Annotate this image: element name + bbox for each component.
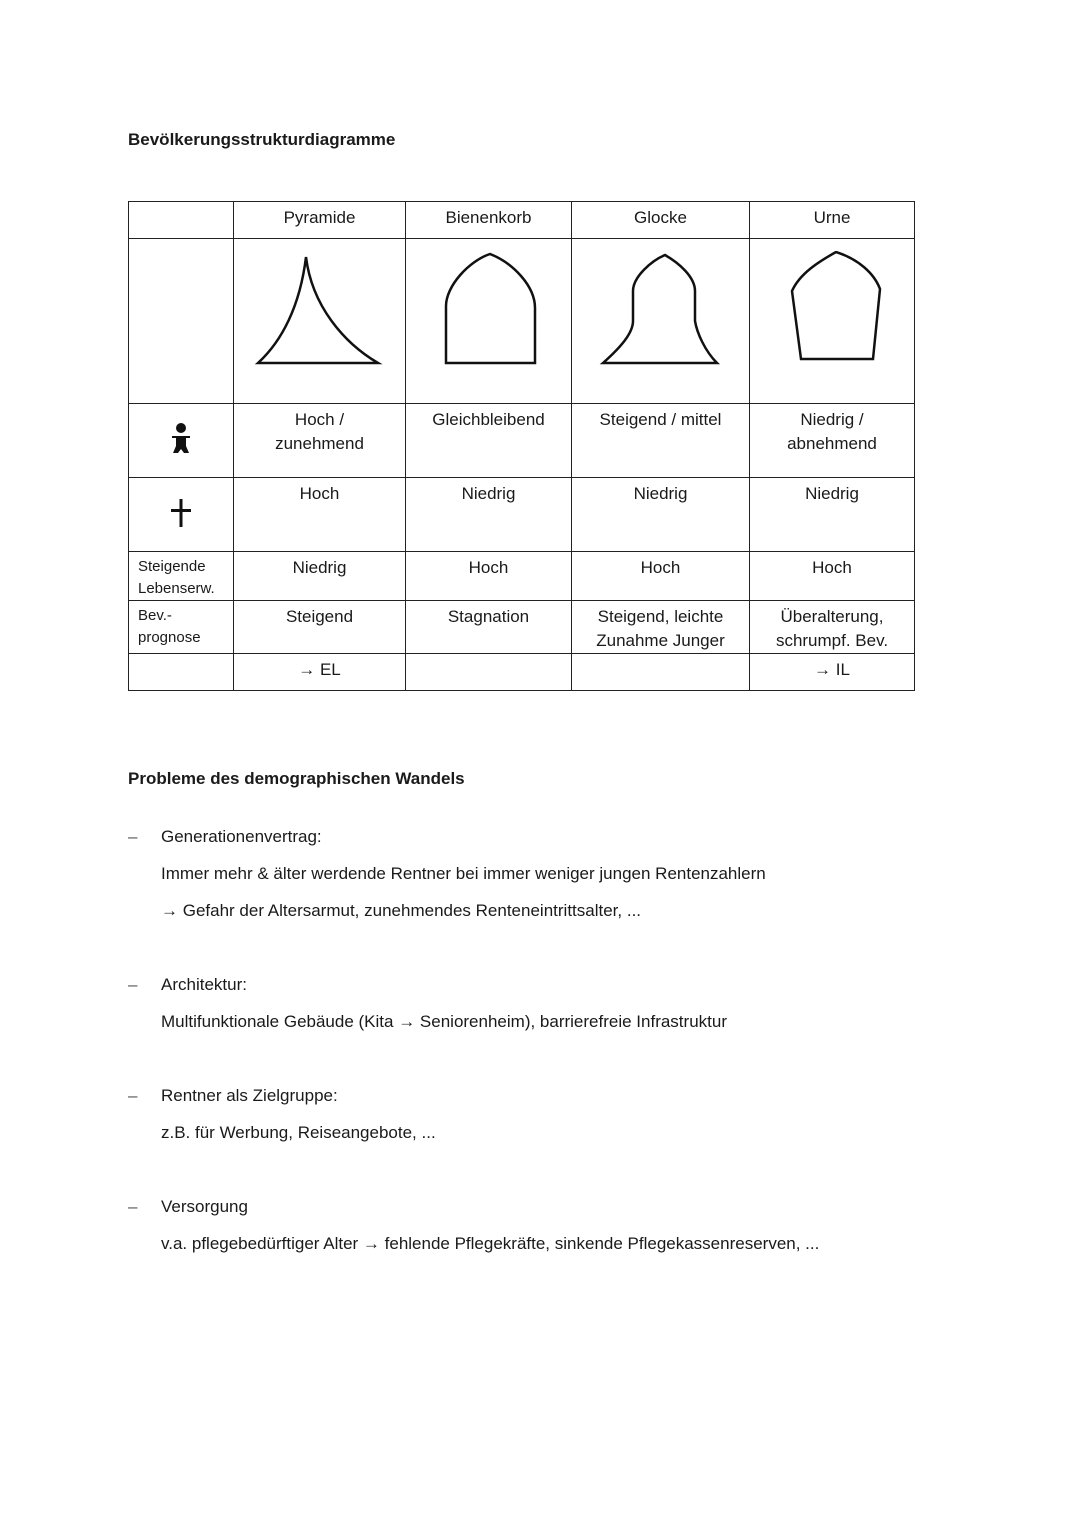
problem-title: Versorgung xyxy=(161,1197,248,1216)
population-structure-table xyxy=(128,201,915,691)
beehive-shape-icon xyxy=(409,251,569,391)
country-class-urne: → IL xyxy=(750,654,915,691)
death-rate-bienenkorb: Niedrig xyxy=(406,478,572,552)
problem-line: Multifunktionale Gebäude (Kita → Seniorenheim), barrierefreie Infrastruktur xyxy=(161,1012,727,1031)
header-cell-glocke: Glocke xyxy=(572,202,750,239)
country-class-label xyxy=(129,654,234,691)
pyramid-shape-icon xyxy=(240,251,400,391)
baby-icon xyxy=(168,422,194,456)
header-cell-urne: Urne xyxy=(750,202,915,239)
problem-line: z.B. für Werbung, Reiseangebote, ... xyxy=(161,1123,436,1142)
table-row-death-rate xyxy=(129,478,915,552)
problem-title: Architektur: xyxy=(161,975,247,994)
header-cell-empty xyxy=(129,202,234,239)
country-class-bienenkorb xyxy=(406,654,572,691)
birth-rate-pyramide: Hoch / zunehmend xyxy=(234,404,406,478)
birth-rate-urne: Niedrig / abnehmend xyxy=(750,404,915,478)
pyramid-shape-cell xyxy=(234,239,406,404)
problem-title: Rentner als Zielgruppe: xyxy=(161,1086,338,1105)
birth-rate-label-cell xyxy=(129,404,234,478)
header-cell-pyramide: Pyramide xyxy=(234,202,406,239)
bell-shape-icon xyxy=(581,251,741,391)
urn-shape-icon xyxy=(752,251,912,391)
death-rate-label-cell xyxy=(129,478,234,552)
header-cell-bienenkorb: Bienenkorb xyxy=(406,202,572,239)
life-expectancy-pyramide: Niedrig xyxy=(234,552,406,601)
death-rate-glocke: Niedrig xyxy=(572,478,750,552)
life-expectancy-urne: Hoch xyxy=(750,552,915,601)
prognosis-glocke: Steigend, leichte Zunahme Junger xyxy=(572,601,750,654)
prognosis-urne: Überalterung, schrumpf. Bev. xyxy=(750,601,915,654)
country-class-pyramide: → EL xyxy=(234,654,406,691)
life-expectancy-label: Steigende Lebenserw. xyxy=(129,552,234,601)
problems-list xyxy=(128,818,948,1299)
table-row-prognosis xyxy=(129,601,915,654)
list-item xyxy=(128,1188,948,1262)
table-row-birth-rate xyxy=(129,404,915,478)
country-class-glocke xyxy=(572,654,750,691)
birth-rate-bienenkorb: Gleichbleibend xyxy=(406,404,572,478)
prognosis-pyramide: Steigend xyxy=(234,601,406,654)
problem-line: v.a. pflegebedürftiger Alter → fehlende Pflegekräfte, sinkende Pflegekassenreserven, ... xyxy=(161,1234,820,1253)
birth-rate-glocke: Steigend / mittel xyxy=(572,404,750,478)
problem-line: → Gefahr der Altersarmut, zunehmendes Renteneintrittsalter, ... xyxy=(161,901,642,920)
list-item xyxy=(128,966,948,1040)
list-item xyxy=(128,1077,948,1151)
death-rate-pyramide: Hoch xyxy=(234,478,406,552)
beehive-shape-cell xyxy=(406,239,572,404)
list-dash: – xyxy=(128,975,138,994)
list-dash: – xyxy=(128,1086,138,1105)
table-shape-row xyxy=(129,239,915,404)
section-title: Probleme des demographischen Wandels xyxy=(128,769,465,788)
death-rate-urne: Niedrig xyxy=(750,478,915,552)
table-row-life-expectancy xyxy=(129,552,915,601)
problem-line: Immer mehr & älter werdende Rentner bei immer weniger jungen Rentenzahlern xyxy=(161,864,766,883)
list-dash: – xyxy=(128,827,138,846)
prognosis-label: Bev.- prognose xyxy=(129,601,234,654)
list-item xyxy=(128,818,948,929)
life-expectancy-bienenkorb: Hoch xyxy=(406,552,572,601)
life-expectancy-glocke: Hoch xyxy=(572,552,750,601)
problem-title: Generationenvertrag: xyxy=(161,827,322,846)
list-dash: – xyxy=(128,1197,138,1216)
shape-cell-empty xyxy=(129,239,234,404)
table-header-row xyxy=(129,202,915,239)
page-title: Bevölkerungsstrukturdiagramme xyxy=(128,130,396,149)
prognosis-bienenkorb: Stagnation xyxy=(406,601,572,654)
bell-shape-cell xyxy=(572,239,750,404)
cross-icon xyxy=(168,497,194,529)
urn-shape-cell xyxy=(750,239,915,404)
table-row-country-class xyxy=(129,654,915,691)
